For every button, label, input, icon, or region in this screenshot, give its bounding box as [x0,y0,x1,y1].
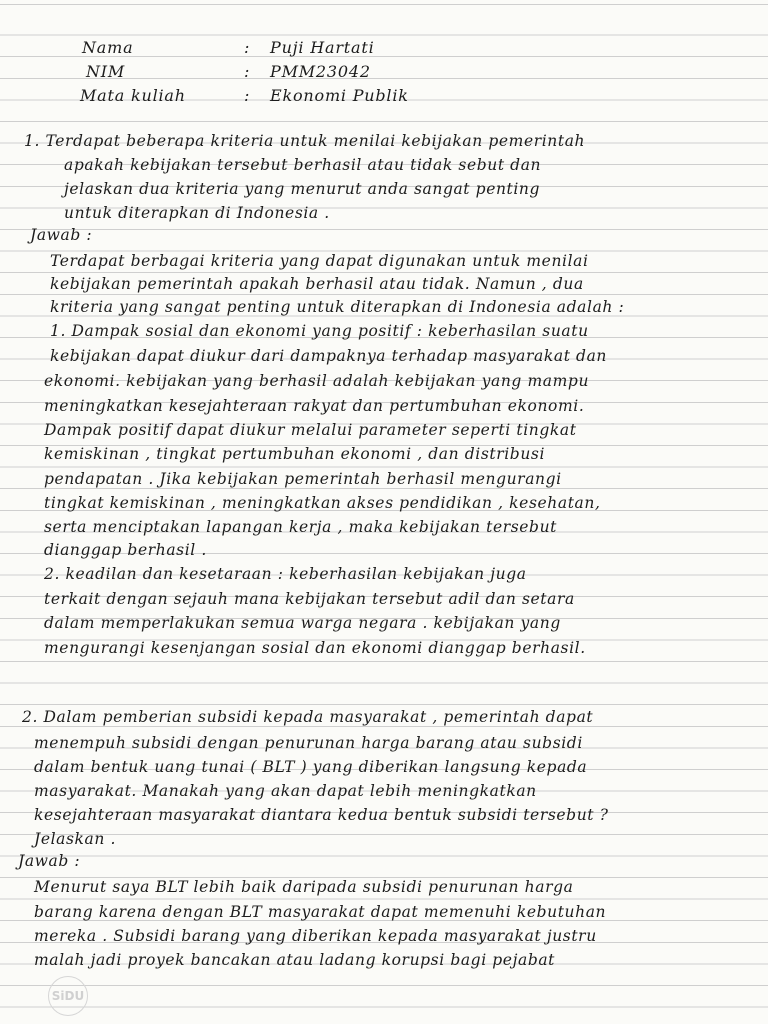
answer-1-line: mengurangi kesenjangan sosial dan ekonomi dianggap berhasil. [44,639,586,657]
answer-1-line: terkait dengan sejauh mana kebijakan tersebut adil dan setara [44,590,575,608]
answer-1-line: pendapatan . Jika kebijakan pemerintah berhasil mengurangi [44,470,562,488]
answer-1-line: 1. Dampak sosial dan ekonomi yang positif : keberhasilan suatu [50,322,589,340]
answer-1-line: serta menciptakan lapangan kerja , maka kebijakan tersebut [44,518,557,536]
question-1-line: 1. Terdapat beberapa kriteria untuk menilai kebijakan pemerintah [24,132,586,150]
answer-2-line: mereka . Subsidi barang yang diberikan kepada masyarakat justru [34,927,597,945]
answer-1-line: meningkatkan kesejahteraan rakyat dan pertumbuhan ekonomi. [44,397,585,415]
answer-2-line: malah jadi proyek bancakan atau ladang korupsi bagi pejabat [34,951,556,969]
answer-1-heading: Jawab : [30,226,93,244]
nama-value: Puji Hartati [270,38,375,57]
answer-1-line: Dampak positif dapat diukur melalui parameter seperti tingkat [44,421,577,439]
answer-1-line: ekonomi. kebijakan yang berhasil adalah kebijakan yang mampu [44,372,590,390]
matkul-label: Mata kuliah [80,86,186,105]
answer-2-line: barang karena dengan BLT masyarakat dapat memenuhi kebutuhan [34,903,607,921]
answer-1-line: kebijakan pemerintah apakah berhasil atau tidak. Namun , dua [50,275,584,293]
answer-1-line: tingkat kemiskinan , meningkatkan akses pendidikan , kesehatan, [44,494,601,512]
question-2-line: 2. Dalam pemberian subsidi kepada masyarakat , pemerintah dapat [22,708,594,726]
nim-value: PMM23042 [270,62,371,81]
answer-1-line: Terdapat berbagai kriteria yang dapat digunakan untuk menilai [50,252,589,270]
nim-label: NIM [86,62,126,81]
matkul-value: Ekonomi Publik [270,86,409,105]
answer-1-line: kebijakan dapat diukur dari dampaknya terhadap masyarakat dan [50,347,607,365]
answer-1-line: kriteria yang sangat penting untuk diterapkan di Indonesia adalah : [50,298,625,316]
question-1-line: jelaskan dua kriteria yang menurut anda sangat penting [64,180,541,198]
question-2-line: masyarakat. Manakah yang akan dapat lebih meningkatkan [34,782,537,800]
question-1-line: untuk diterapkan di Indonesia . [64,204,330,222]
matkul-separator: : [244,86,251,105]
answer-1-line: 2. keadilan dan kesetaraan : keberhasilan kebijakan juga [44,565,527,583]
nama-separator: : [244,38,251,57]
nim-separator: : [244,62,251,81]
answer-2-heading: Jawab : [18,852,81,870]
question-2-line: Jelaskan . [34,830,117,848]
question-2-line: dalam bentuk uang tunai ( BLT ) yang diberikan langsung kepada [34,758,588,776]
question-2-line: menempuh subsidi dengan penurunan harga barang atau subsidi [34,734,583,752]
answer-1-line: dianggap berhasil . [44,541,207,559]
nama-label: Nama [82,38,134,57]
answer-1-line: kemiskinan , tingkat pertumbuhan ekonomi , dan distribusi [44,445,546,463]
paper-brand-logo: SiDU [48,976,88,1016]
question-2-line: kesejahteraan masyarakat diantara kedua bentuk subsidi tersebut ? [34,806,609,824]
answer-2-line: Menurut saya BLT lebih baik daripada subsidi penurunan harga [34,878,574,896]
question-1-line: apakah kebijakan tersebut berhasil atau tidak sebut dan [64,156,542,174]
answer-1-line: dalam memperlakukan semua warga negara . kebijakan yang [44,614,561,632]
